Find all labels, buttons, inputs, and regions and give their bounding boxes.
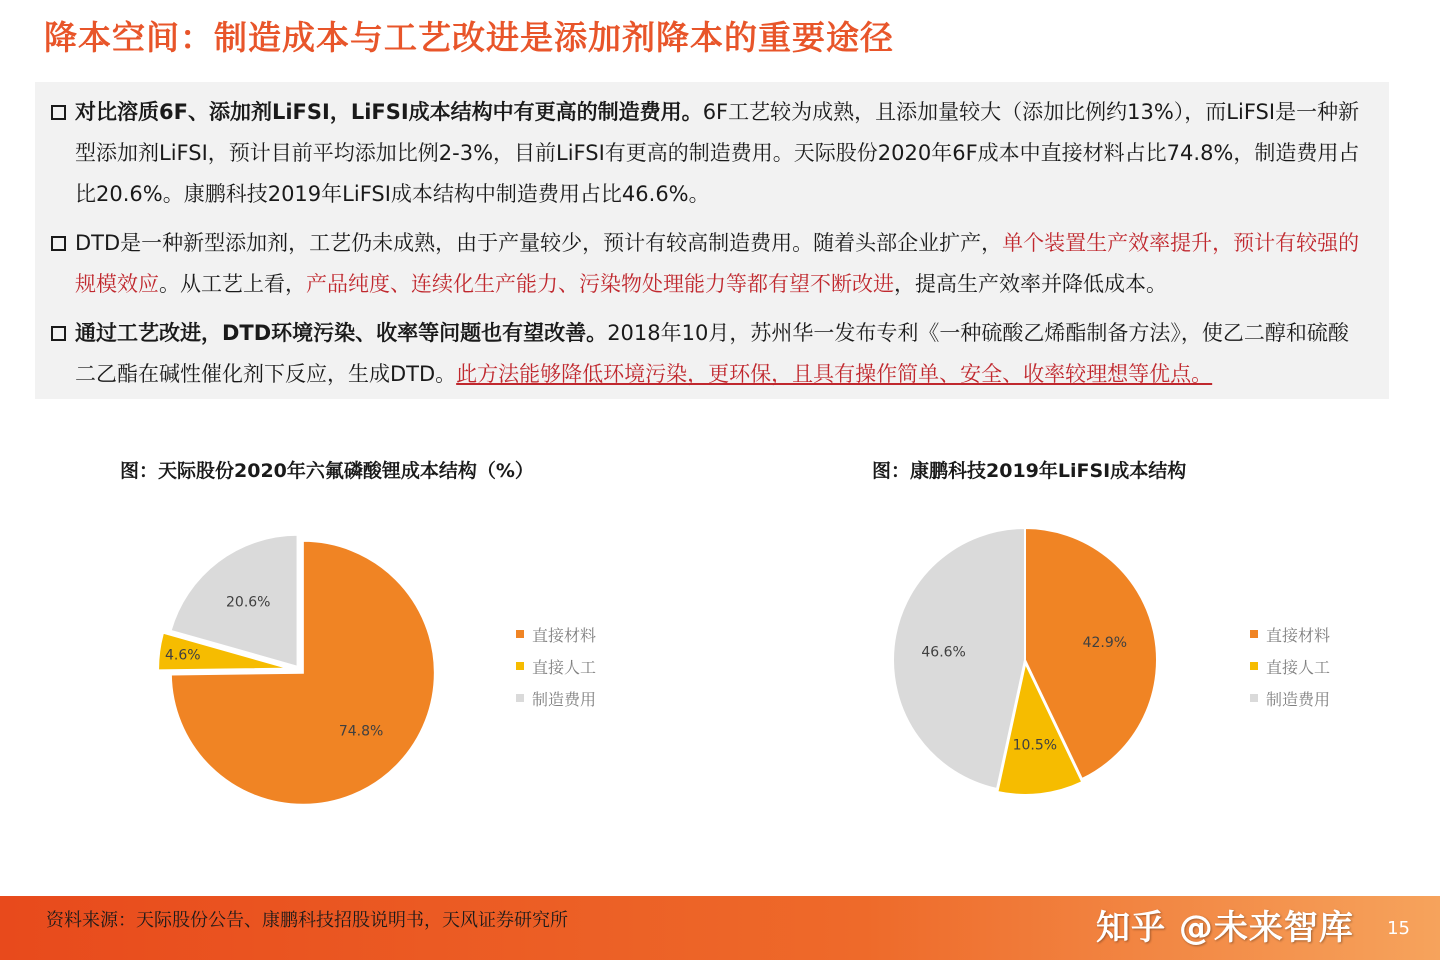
data-label: 42.9% (1082, 634, 1128, 651)
page-number: 15 (1387, 918, 1410, 939)
bullet-1 (51, 92, 1369, 215)
legend-swatch-gray (1250, 694, 1258, 702)
data-label: 74.8% (338, 723, 384, 740)
square-bullet-icon (51, 236, 66, 251)
legend-label: 直接人工 (1266, 657, 1331, 677)
data-label: 20.6% (226, 594, 271, 611)
chart-1-legend (516, 618, 596, 714)
legend-item (1250, 650, 1330, 682)
source-note: 资料来源：天际股份公告、康鹏科技招股说明书，天风证券研究所 (46, 910, 568, 931)
chart-2-title: 图：康鹏科技2019年LiFSI成本结构 (872, 460, 1187, 482)
bullet-2-text-3: ，提高生产效率并降低成本。 (894, 272, 1167, 296)
bullet-2-text-1: DTD是一种新型添加剂，工艺仍未成熟，由于产量较少，预计有较高制造费用。随着头部企业扩产， (75, 231, 1003, 255)
legend-swatch-yellow (1250, 662, 1258, 670)
bullet-3-underline: 此方法能够降低环境污染，更环保，且具有操作简单、安全、收率较理想等优点。 (456, 362, 1213, 386)
legend-swatch-yellow (516, 662, 524, 670)
bullet-1-text: 6F工艺较为成熟，且添加量较大（添加比例约13%），而LiFSI是一种新型添加剂LiFSI，预计目前平均添加比例2-3%，目前LiFSI有更高的制造费用。天际股份2020年6F成本中直接材料占比74.8%，制造费用占比20.6%。康鹏科技2019年LiFSI成本结构中制造费用占比46.6%。 (75, 100, 1360, 206)
bullet-3-text: 2018年10月，苏州华一发布专利《一种硫酸乙烯酯制备方法》，使乙二醇和硫酸二乙酯在碱性催化剂下反应，生成DTD。 (75, 321, 1349, 386)
bullet-2-text-2: 。从工艺上看， (159, 272, 306, 296)
watermark: 知乎 @未来智库 (1096, 908, 1354, 948)
legend-item (516, 618, 596, 650)
footer-bar (0, 896, 1440, 960)
legend-item (516, 682, 596, 714)
legend-label: 制造费用 (532, 689, 597, 709)
bullet-2 (51, 223, 1369, 305)
legend-label: 直接材料 (1266, 625, 1331, 645)
legend-item (1250, 618, 1330, 650)
legend-label: 制造费用 (1266, 689, 1331, 709)
chart-2-legend (1250, 618, 1330, 714)
data-label: 4.6% (164, 647, 201, 664)
page-title: 降本空间：制造成本与工艺改进是添加剂降本的重要途径 (44, 18, 894, 57)
square-bullet-icon (51, 105, 66, 120)
legend-item (516, 650, 596, 682)
bullet-3 (51, 313, 1369, 395)
legend-swatch-gray (516, 694, 524, 702)
summary-box (35, 82, 1389, 399)
bullet-2-highlight-2: 产品纯度、连续化生产能力、污染物处理能力等都有望不断改进 (306, 272, 894, 296)
bullet-1-bold: 对比溶质6F、添加剂LiFSI，LiFSI成本结构中有更高的制造费用。 (75, 100, 703, 124)
square-bullet-icon (51, 326, 66, 341)
bullet-2-highlight-1: 单个装置生产效率提升，预计有较强的规模效应 (75, 231, 1360, 296)
chart-1-title: 图：天际股份2020年六氟磷酸锂成本结构（%） (120, 460, 534, 482)
legend-swatch-orange (516, 630, 524, 638)
legend-label: 直接人工 (532, 657, 597, 677)
chart-2-pie (865, 500, 1185, 820)
legend-swatch-orange (1250, 630, 1258, 638)
chart-1-pie (140, 510, 460, 830)
legend-item (1250, 682, 1330, 714)
bullet-3-bold: 通过工艺改进，DTD环境污染、收率等问题也有望改善。 (75, 321, 608, 345)
legend-label: 直接材料 (532, 625, 597, 645)
data-label: 46.6% (921, 644, 966, 661)
data-label: 10.5% (1012, 737, 1058, 754)
